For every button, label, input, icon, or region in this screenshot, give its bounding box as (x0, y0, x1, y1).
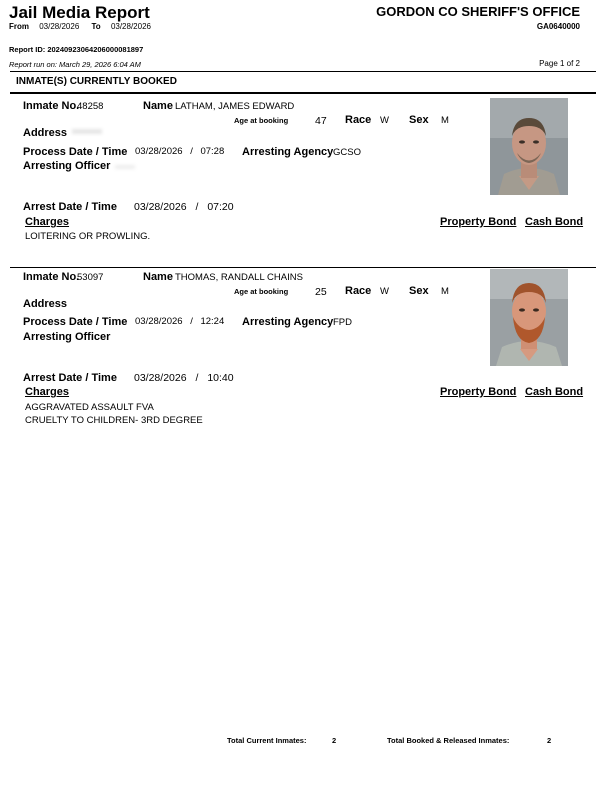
process-date-time (135, 146, 224, 157)
inmate-no-label: Inmate No. (23, 100, 80, 112)
age-value: 47 (315, 115, 327, 127)
arrest-date-time (134, 372, 234, 384)
charge-line: LOITERING OR PROWLING. (25, 231, 151, 242)
slash: / (195, 372, 199, 384)
slash: / (195, 201, 199, 213)
sex-value: M (441, 115, 449, 126)
sex-value: M (441, 286, 449, 297)
address-label: Address (23, 298, 68, 310)
agency-name: GORDON CO SHERIFF'S OFFICE (376, 4, 580, 19)
charge-line: CRUELTY TO CHILDREN- 3RD DEGREE (25, 415, 203, 426)
date-range (9, 22, 151, 31)
charge-line: AGGRAVATED ASSAULT FVA (25, 402, 154, 413)
total-booked-value: 2 (547, 736, 552, 745)
inmate-number: 48258 (77, 101, 104, 112)
run-on: Report run on: March 29, 2026 6:04 AM (9, 60, 141, 69)
arresting-agency-value: FPD (333, 317, 352, 328)
process-time: 07:28 (200, 146, 225, 157)
arresting-officer-label: Arresting Officer (23, 331, 111, 343)
arrest-label: Arrest Date / Time (23, 201, 117, 213)
age-label: Age at booking (234, 116, 289, 125)
mugshot-photo (490, 269, 568, 366)
arrest-date-time (134, 201, 234, 213)
sex-label: Sex (409, 285, 429, 297)
arrest-time: 07:20 (207, 201, 234, 213)
report-id: Report ID: 20240923064206000081897 (9, 45, 144, 54)
sex-label: Sex (409, 114, 429, 126)
mugshot-photo (490, 98, 568, 195)
cash-bond-heading: Cash Bond (525, 386, 584, 398)
process-date: 03/28/2026 (135, 316, 183, 327)
slash: / (190, 146, 193, 157)
redacted-address (72, 129, 102, 134)
arresting-officer-label: Arresting Officer (23, 160, 111, 172)
name-label: Name (143, 100, 173, 112)
from-date: 03/28/2026 (39, 22, 80, 31)
arrest-date: 03/28/2026 (134, 201, 187, 213)
total-current-value: 2 (332, 736, 337, 745)
section-title: INMATE(S) CURRENTLY BOOKED (16, 76, 177, 87)
header-divider (10, 71, 596, 72)
redacted-officer (115, 165, 135, 169)
page-number: Page 1 of 2 (539, 59, 580, 68)
inmate-name: LATHAM, JAMES EDWARD (175, 101, 295, 112)
property-bond-heading: Property Bond (440, 216, 517, 228)
arrest-time: 10:40 (207, 372, 234, 384)
arresting-agency-label: Arresting Agency (242, 316, 334, 328)
from-label: From (9, 22, 29, 31)
inmate-name: THOMAS, RANDALL CHAINS (175, 272, 303, 283)
process-time: 12:24 (200, 316, 225, 327)
process-date: 03/28/2026 (135, 146, 183, 157)
process-date-time (135, 316, 224, 327)
to-label: To (91, 22, 101, 31)
arresting-agency-label: Arresting Agency (242, 146, 334, 158)
age-value: 25 (315, 286, 327, 298)
charges-heading: Charges (25, 386, 70, 398)
agency-code: GA0640000 (536, 22, 580, 31)
process-label: Process Date / Time (23, 316, 128, 328)
arrest-date: 03/28/2026 (134, 372, 187, 384)
arrest-label: Arrest Date / Time (23, 372, 117, 384)
charges-heading: Charges (25, 216, 70, 228)
record-divider (10, 267, 596, 268)
inmate-no-label: Inmate No. (23, 271, 80, 283)
slash: / (190, 316, 193, 327)
race-value: W (380, 286, 389, 297)
property-bond-heading: Property Bond (440, 386, 517, 398)
race-label: Race (345, 285, 372, 297)
total-current-label: Total Current Inmates: (227, 736, 307, 745)
age-label: Age at booking (234, 287, 289, 296)
arresting-agency-value: GCSO (333, 147, 361, 158)
report-title: Jail Media Report (9, 3, 150, 22)
section-divider (10, 92, 596, 94)
name-label: Name (143, 271, 173, 283)
race-value: W (380, 115, 389, 126)
address-label: Address (23, 127, 68, 139)
race-label: Race (345, 114, 372, 126)
to-date: 03/28/2026 (110, 22, 151, 31)
cash-bond-heading: Cash Bond (525, 216, 584, 228)
total-booked-label: Total Booked & Released Inmates: (387, 736, 510, 745)
process-label: Process Date / Time (23, 146, 128, 158)
inmate-number: 53097 (77, 272, 104, 283)
